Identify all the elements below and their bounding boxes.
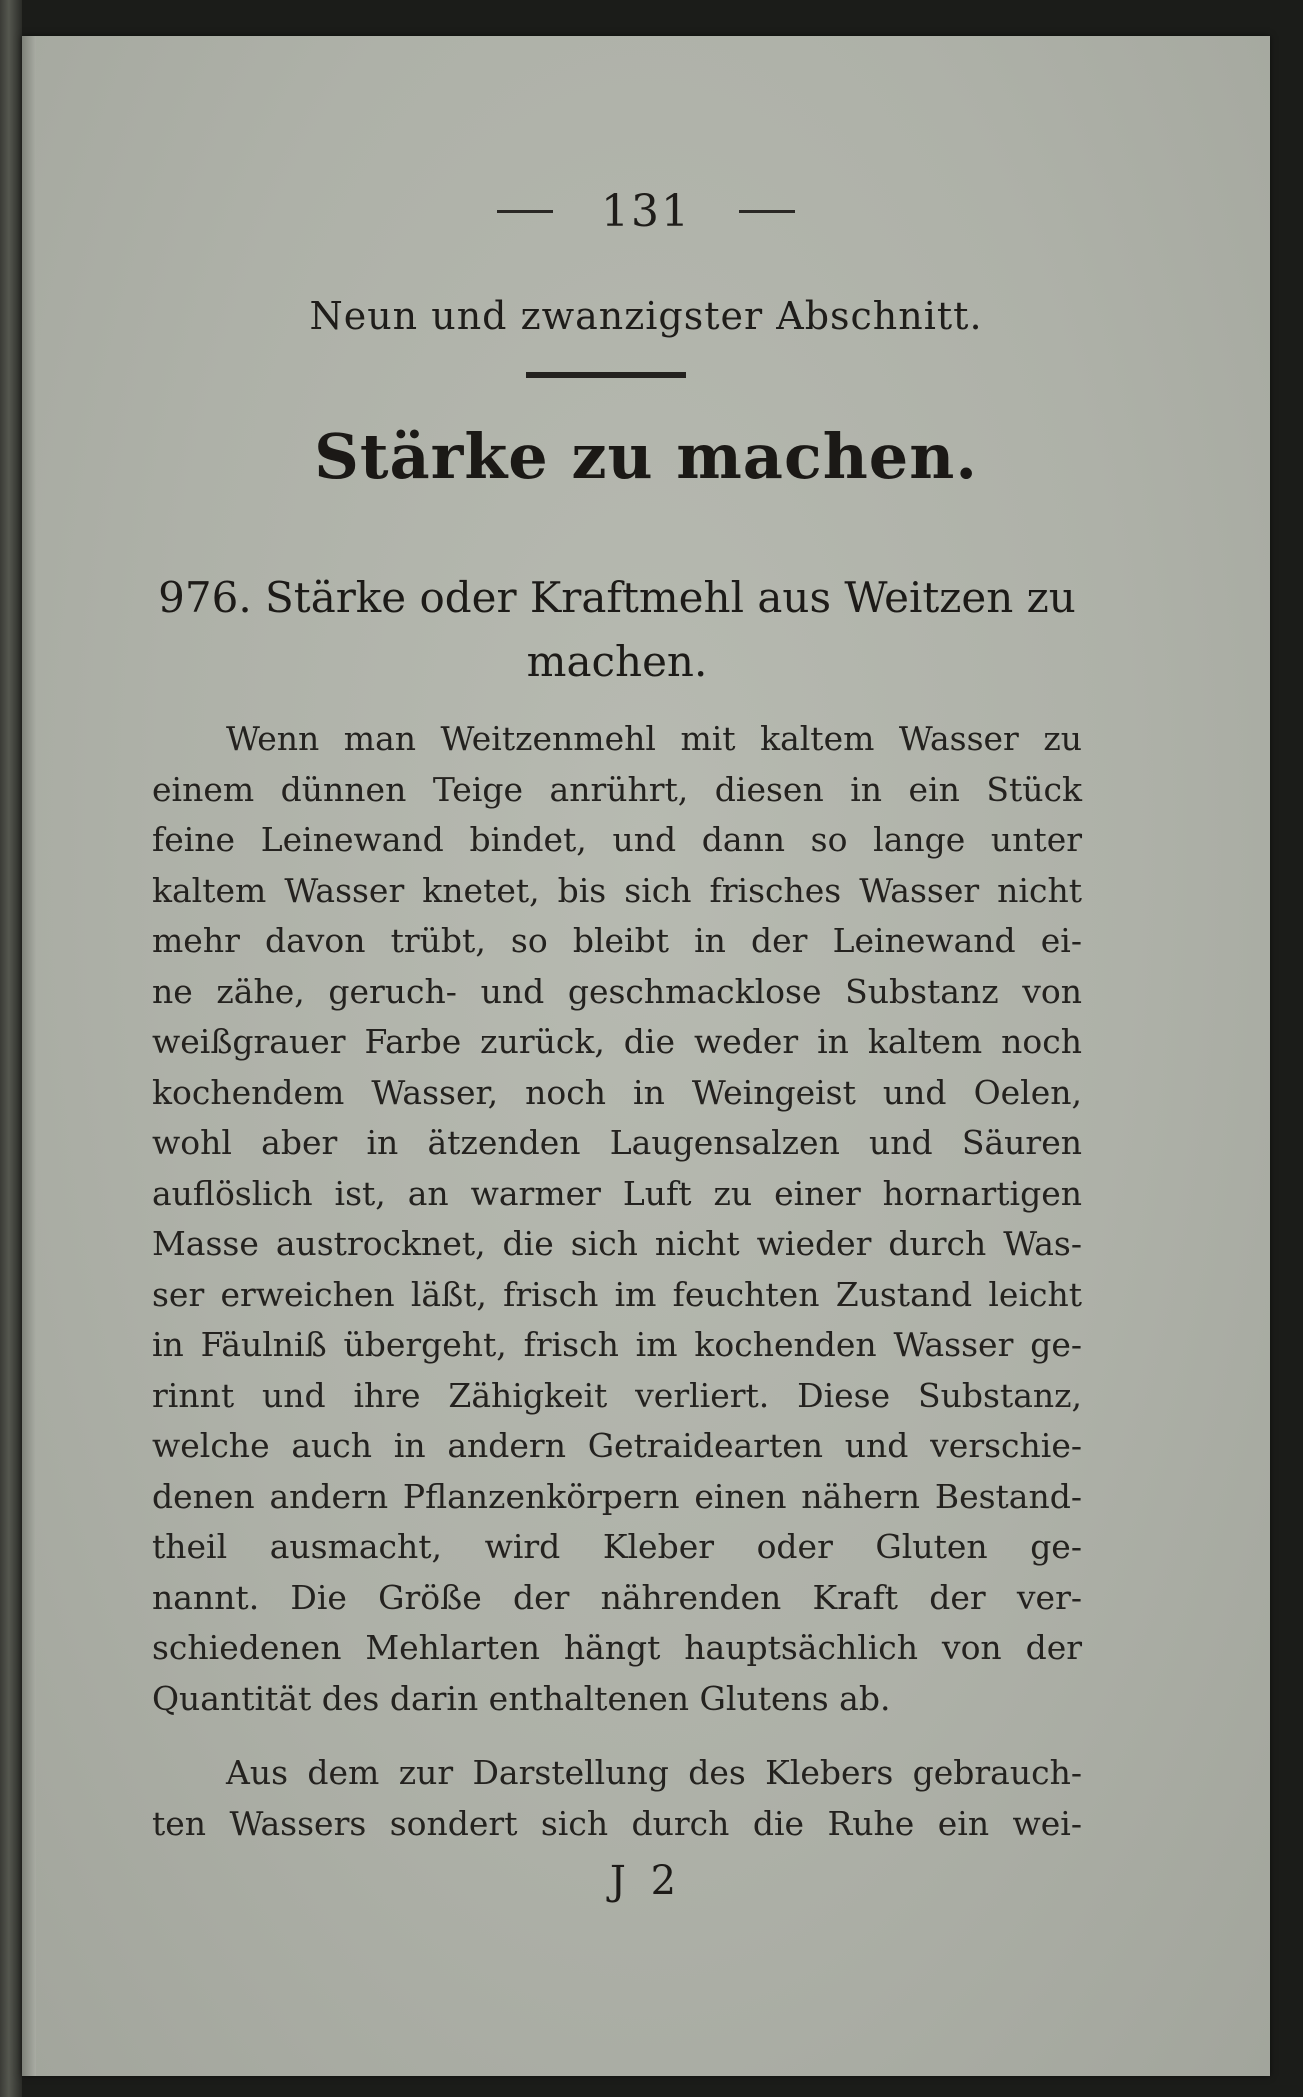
text-line: feine Leinewand bindet, und dann so lange unter <box>152 820 1082 859</box>
page-number: 131 <box>601 186 691 237</box>
text-line: denen andern Pflanzenkörpern einen nähern Bestand- <box>152 1476 1082 1516</box>
text-line: wohl aber in ätzenden Laugensalzen und Säuren <box>152 1123 1082 1162</box>
text-line: Aus dem zur Darstellung des Klebers gebrauch- <box>226 1753 1082 1792</box>
text-line: welche auch in andern Getraidearten und verschie- <box>152 1426 1082 1465</box>
text-line: ten Wassers sondert sich durch die Ruhe ein wei- <box>152 1803 1082 1843</box>
text-line: auflöslich ist, an warmer Luft zu einer hornartigen <box>152 1173 1082 1213</box>
page-number-row <box>22 186 1270 237</box>
text-line: Quantität des darin enthaltenen Glutens ab. <box>152 1678 891 1718</box>
text-line: kaltem Wasser knetet, bis sich frisches Wasser nicht <box>152 870 1082 910</box>
header-dash-left <box>497 210 553 213</box>
page-header <box>22 186 1270 237</box>
text-line: schiedenen Mehlarten hängt hauptsächlich von der <box>152 1628 1082 1667</box>
signature-mark: J 2 <box>609 1858 683 1904</box>
text-line: in Fäulniß übergeht, frisch im kochenden Wasser ge- <box>152 1325 1082 1364</box>
title-divider <box>526 372 686 378</box>
text-line: ne zähe, geruch- und geschmacklose Substanz von <box>152 971 1082 1011</box>
paragraph-2 <box>152 1748 1082 1849</box>
main-title: Stärke zu machen. <box>314 420 978 493</box>
text-line: Wenn man Weitzenmehl mit kaltem Wasser zu <box>226 719 1082 758</box>
header-dash-right <box>739 210 795 213</box>
text-line: ser erweichen läßt, frisch im feuchten Zustand leicht <box>152 1274 1082 1314</box>
section-title: Neun und zwanzigster Abschnitt. <box>309 294 983 338</box>
text-line: kochendem Wasser, noch in Weingeist und Oelen, <box>152 1072 1082 1112</box>
text-line: theil ausmacht, wird Kleber oder Gluten ge- <box>152 1527 1082 1566</box>
text-line: rinnt und ihre Zähigkeit verliert. Diese Substanz, <box>152 1375 1082 1415</box>
text-line: Masse austrocknet, die sich nicht wieder durch Was- <box>152 1224 1082 1263</box>
recipe-heading: 976. Stärke oder Kraftmehl aus Weitzen zu machen. <box>158 573 1076 686</box>
text-line: nannt. Die Größe der nährenden Kraft der ver- <box>152 1577 1082 1617</box>
text-line: einem dünnen Teige anrührt, diesen in ein Stück <box>152 769 1082 809</box>
paragraph-1 <box>152 714 1082 1724</box>
page-edge-shadow <box>22 36 36 2076</box>
text-line: mehr davon trübt, so bleibt in der Leinewand ei- <box>152 921 1082 960</box>
text-line: weißgrauer Farbe zurück, die weder in kaltem noch <box>152 1022 1082 1061</box>
book-page <box>22 36 1270 2076</box>
book-spine <box>0 0 22 2097</box>
